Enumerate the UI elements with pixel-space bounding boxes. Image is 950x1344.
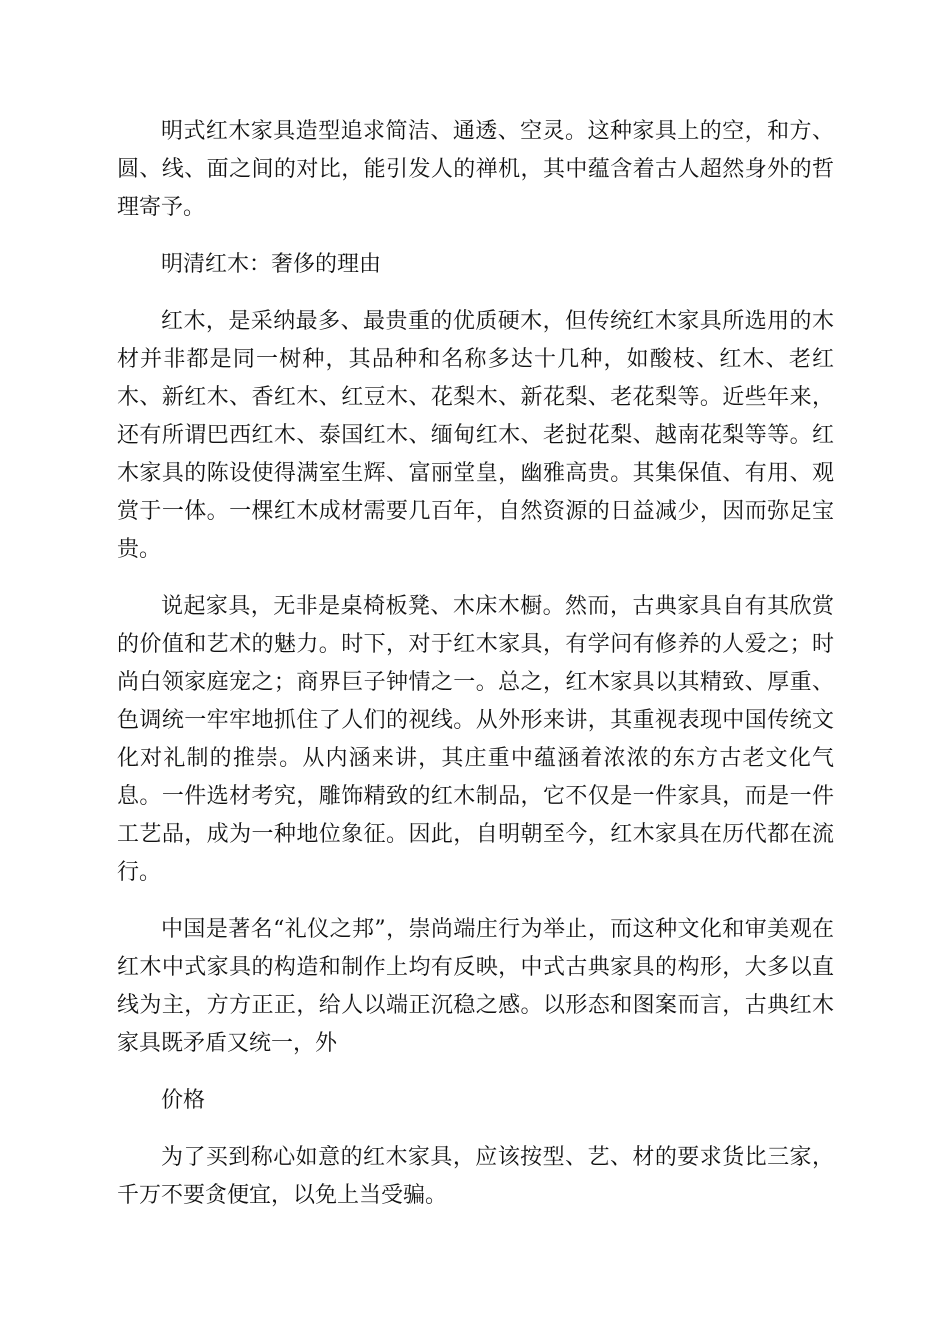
paragraph-ming-style: 明式红木家具造型追求简洁、通透、空灵。这种家具上的空，和方、圆、线、面之间的对比，能引发人的禅机，其中蕴含着古人超然身外的哲理寄予。 [117, 119, 834, 220]
section-heading-luxury: 明清红木：奢侈的理由 [161, 252, 382, 277]
section-heading-price: 价格 [161, 1088, 206, 1113]
paragraph-furniture-value: 说起家具，无非是桌椅板凳、木床木橱。然而，古典家具自有其欣赏的价值和艺术的魅力。时下，对于红木家具，有学问有修养的人爱之；时尚白领家庭宠之；商界巨子钟情之一。总之，红木家具以其精致、厚重、色调统一牢牢地抓住了人们的视线。从外形来讲，其重视表现中国传统文化对礼制的推崇。从内涵来讲，其庄重中蕴涵着浓浓的东方古老文化气息。一件选材考究，雕饰精致的红木制品，它不仅是一件家具，而是一件工艺品，成为一种地位象征。因此，自明朝至今，红木家具在历代都在流行。 [117, 594, 834, 885]
paragraph-buying-advice: 为了买到称心如意的红木家具，应该按型、艺、材的要求货比三家，千万不要贪便宜，以免上当受骗。 [117, 1145, 834, 1208]
paragraph-etiquette: 中国是著名“礼仪之邦”，崇尚端庄行为举止，而这种文化和审美观在红木中式家具的构造和制作上均有反映，中式古典家具的构形，大多以直线为主，方方正正，给人以端正沉稳之感。以形态和图案而言，古典红木家具既矛盾又统一，外 [117, 917, 834, 1056]
document-body [117, 113, 834, 1234]
paragraph-hongmu-species: 红木，是采纳最多、最贵重的优质硬木，但传统红木家具所选用的木材并非都是同一树种，其品种和名称多达十几种，如酸枝、红木、老红木、新红木、香红木、红豆木、花梨木、新花梨、老花梨等。近些年来，还有所谓巴西红木、泰国红木、缅甸红木、老挝花梨、越南花梨等等。红木家具的陈设使得满室生辉、富丽堂皇，幽雅高贵。其集保值、有用、观赏于一体。一棵红木成材需要几百年，自然资源的日益减少，因而弥足宝贵。 [117, 309, 834, 562]
